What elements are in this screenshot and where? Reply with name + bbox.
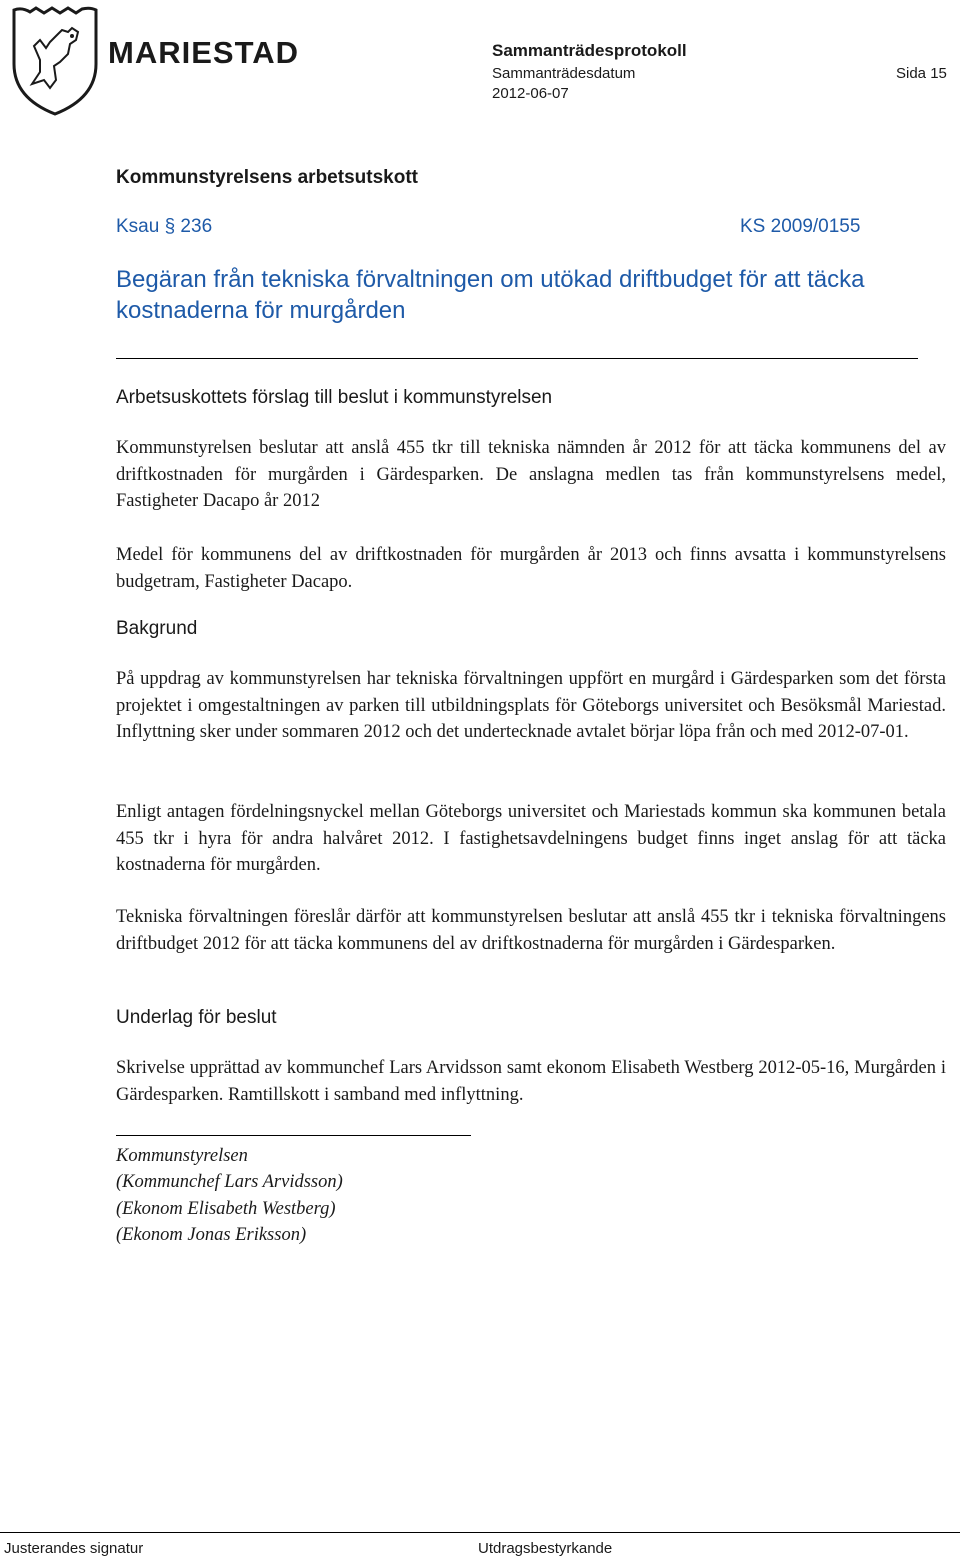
proposal-paragraph: Medel för kommunens del av driftkostnaden för murgården år 2013 och finns avsatta i kommunstyrelsens budgetram, Fastigheter Dacapo. — [116, 545, 946, 592]
footer-signature-label: Justerandes signatur — [4, 1540, 144, 1557]
proposal-heading: Arbetsuskottets förslag till beslut i kommunstyrelsen — [116, 387, 553, 408]
page-number: Sida 15 — [896, 65, 947, 82]
basis-paragraph: Skrivelse upprättad av kommunchef Lars Arvidsson samt ekonom Elisabeth Westberg 2012-05-16, Murgården i Gärdesparken. Ramtillskott i samband med inflyttning. — [116, 1058, 946, 1105]
footer-divider — [0, 1532, 960, 1533]
background-paragraph: På uppdrag av kommunstyrelsen har tekniska förvaltningen uppfört en murgård i Gärdesparken som det första projektet i omgestaltningen av parken till utbildningsplats för Göteborgs universitet och Besöksmål Mariestad. Inflyttning sker under sommaren 2012 och det undertecknade avtalet börjar löpa från och med 2012-07-01. — [116, 669, 946, 742]
municipality-crest-icon — [10, 6, 100, 118]
distribution-divider — [116, 1135, 471, 1136]
distribution-list — [116, 1143, 343, 1248]
document-type: Sammanträdesprotokoll — [492, 41, 687, 60]
footer-extract-label: Utdragsbestyrkande — [478, 1540, 613, 1557]
distribution-item: Kommunstyrelsen — [116, 1146, 248, 1166]
meeting-date: 2012-06-07 — [492, 85, 569, 102]
background-heading: Bakgrund — [116, 618, 198, 639]
committee-name: Kommunstyrelsens arbetsutskott — [116, 167, 418, 188]
municipality-logo-text: MARIESTAD — [108, 35, 299, 70]
paragraph-reference: Ksau § 236 — [116, 216, 213, 237]
case-file-reference: KS 2009/0155 — [740, 216, 861, 237]
case-title: Begäran från tekniska förvaltningen om utökad driftbudget för att täcka kostnaderna för murgården — [116, 266, 865, 324]
title-divider — [116, 358, 918, 359]
distribution-item: (Kommunchef Lars Arvidsson) — [116, 1172, 343, 1193]
basis-heading: Underlag för beslut — [116, 1007, 277, 1028]
proposal-paragraph: Kommunstyrelsen beslutar att anslå 455 tkr till tekniska nämnden år 2012 för att täcka kommunens del av driftkostnaden för murgården i Gärdesparken. De anslagna medlen tas från kommunstyrelsens medel, Fastigheter Dacapo år 2012 — [116, 438, 946, 511]
background-paragraph: Tekniska förvaltningen föreslår därför att kommunstyrelsen beslutar att anslå 455 tkr i tekniska förvaltningens driftbudget 2012 för att täcka kommunens del av driftkostnaderna för murgården i Gärdesparken. — [116, 907, 946, 954]
distribution-item: (Ekonom Jonas Eriksson) — [116, 1224, 307, 1245]
distribution-item: (Ekonom Elisabeth Westberg) — [116, 1198, 336, 1219]
background-paragraph: Enligt antagen fördelningsnyckel mellan Göteborgs universitet och Mariestads kommun ska kommunen betala 455 tkr i hyra för andra halvåret 2012. I fastighetsavdelningens budget finns inget anslag för att täcka kostnaderna för murgården. — [116, 802, 946, 875]
meeting-date-label: Sammanträdesdatum — [492, 65, 636, 82]
